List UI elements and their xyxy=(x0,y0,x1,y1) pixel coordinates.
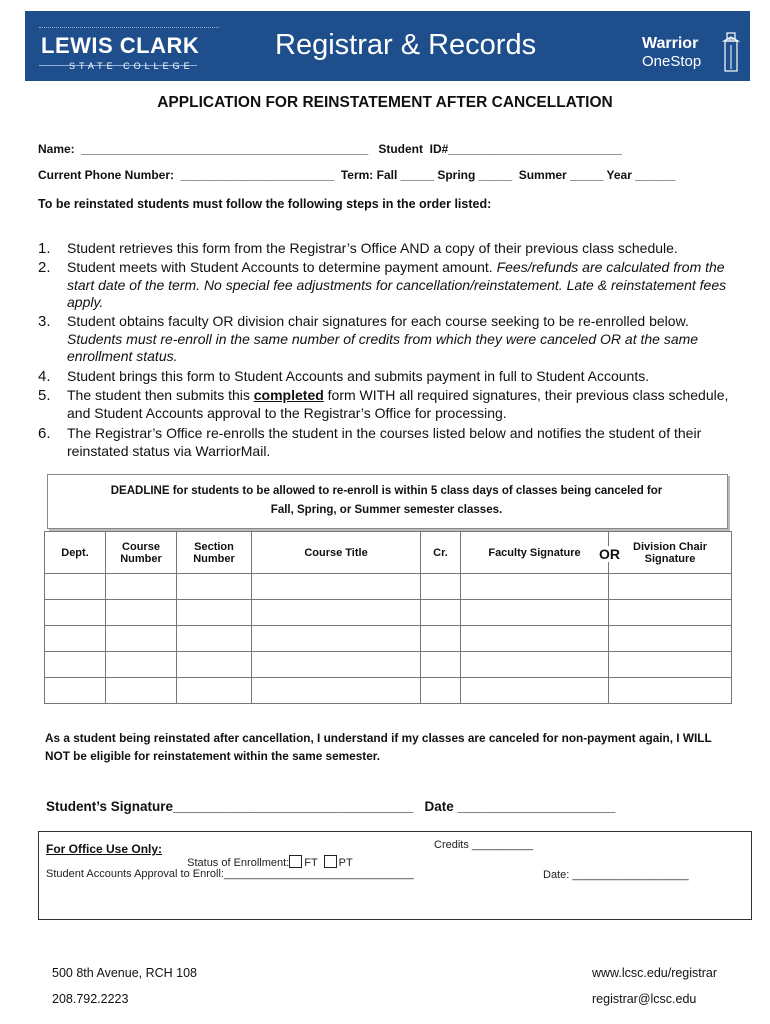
deadline-text: DEADLINE for students to be allowed to re-enroll is within 5 class days of classes being canceled for Fall, Spring, or Summer semester classes. xyxy=(110,485,663,516)
table-cell[interactable] xyxy=(609,626,732,652)
table-cell[interactable] xyxy=(461,626,609,652)
table-cell[interactable] xyxy=(461,574,609,600)
table-row xyxy=(45,678,732,704)
table-cell[interactable] xyxy=(421,574,461,600)
header-dept: Dept. xyxy=(45,532,106,574)
or-label: OR xyxy=(599,546,620,562)
logo-right-line1: Warrior xyxy=(642,35,699,52)
table-cell[interactable] xyxy=(609,678,732,704)
table-cell[interactable] xyxy=(177,574,252,600)
table-cell[interactable] xyxy=(106,600,177,626)
header-faculty-signature: Faculty Signature OR xyxy=(461,532,609,574)
table-cell[interactable] xyxy=(609,652,732,678)
header-course-number: Course Number xyxy=(106,532,177,574)
pt-checkbox[interactable] xyxy=(324,855,337,868)
instructions-intro: To be reinstated students must follow the following steps in the order listed: xyxy=(38,197,492,211)
banner-title: Registrar & Records xyxy=(275,29,537,61)
table-cell[interactable] xyxy=(252,652,421,678)
table-cell[interactable] xyxy=(252,600,421,626)
student-accounts-approval-field[interactable]: Student Accounts Approval to Enroll:_______________________________ xyxy=(46,868,414,880)
table-row xyxy=(45,574,732,600)
table-cell[interactable] xyxy=(45,652,106,678)
table-cell[interactable] xyxy=(45,600,106,626)
office-use-heading: For Office Use Only: xyxy=(46,842,163,856)
table-cell[interactable] xyxy=(106,626,177,652)
table-cell[interactable] xyxy=(421,678,461,704)
document-title: APPLICATION FOR REINSTATEMENT AFTER CANCELLATION xyxy=(157,94,613,111)
table-cell[interactable] xyxy=(609,600,732,626)
table-cell[interactable] xyxy=(252,678,421,704)
table-cell[interactable] xyxy=(45,626,106,652)
table-cell[interactable] xyxy=(106,678,177,704)
table-cell[interactable] xyxy=(421,600,461,626)
name-student-id-field[interactable]: Name: ___________________________________________ Student ID#__________________________ xyxy=(38,142,622,156)
ft-checkbox[interactable] xyxy=(289,855,302,868)
header-credits: Cr. xyxy=(421,532,461,574)
header-division-chair: Division Chair Signature xyxy=(609,532,732,574)
phone-term-field[interactable]: Current Phone Number: _______________________ Term: Fall _____ Spring _____ Summer _____ Year ______ xyxy=(38,168,676,182)
table-cell[interactable] xyxy=(177,600,252,626)
table-cell[interactable] xyxy=(461,652,609,678)
table-cell[interactable] xyxy=(177,626,252,652)
logo-sub-text: STATE COLLEGE xyxy=(69,61,194,71)
footer-address: 500 8th Avenue, RCH 108 xyxy=(52,966,198,980)
warrior-onestop-logo xyxy=(642,27,742,75)
office-date-field[interactable]: Date: ___________________ xyxy=(543,869,689,881)
table-cell[interactable] xyxy=(106,574,177,600)
table-row xyxy=(45,626,732,652)
table-cell[interactable] xyxy=(106,652,177,678)
table-cell[interactable] xyxy=(461,678,609,704)
footer-email[interactable]: registrar@lcsc.edu xyxy=(592,992,697,1006)
header-course-title: Course Title xyxy=(252,532,421,574)
acknowledgement-text: As a student being reinstated after cancellation, I understand if my classes are canceled for non-payment again, I WILL NOT be eligible for reinstatement within the same semester. xyxy=(45,731,712,763)
header-section-number: Section Number xyxy=(177,532,252,574)
table-cell[interactable] xyxy=(461,600,609,626)
footer-phone: 208.792.2223 xyxy=(52,992,129,1006)
table-cell[interactable] xyxy=(252,626,421,652)
signature-date-line[interactable]: Student’s Signature________________________________ Date _____________________ xyxy=(46,799,616,814)
course-table xyxy=(44,531,732,704)
header-banner xyxy=(25,11,750,81)
table-cell[interactable] xyxy=(45,574,106,600)
table-cell[interactable] xyxy=(421,652,461,678)
logo-right-line2: OneStop xyxy=(642,53,702,70)
logo-main-text: LEWIS CLARK xyxy=(41,33,200,58)
table-row xyxy=(45,600,732,626)
enrollment-status: Status of Enrollment: FT PT xyxy=(187,857,353,869)
table-cell[interactable] xyxy=(421,626,461,652)
table-cell[interactable] xyxy=(177,652,252,678)
table-cell[interactable] xyxy=(177,678,252,704)
table-cell[interactable] xyxy=(252,574,421,600)
footer-website[interactable]: www.lcsc.edu/registrar xyxy=(592,966,718,980)
lcsc-logo xyxy=(39,25,209,73)
table-cell[interactable] xyxy=(609,574,732,600)
table-cell[interactable] xyxy=(45,678,106,704)
table-row xyxy=(45,652,732,678)
credits-field[interactable]: Credits __________ xyxy=(434,839,534,851)
tower-icon xyxy=(720,29,742,73)
